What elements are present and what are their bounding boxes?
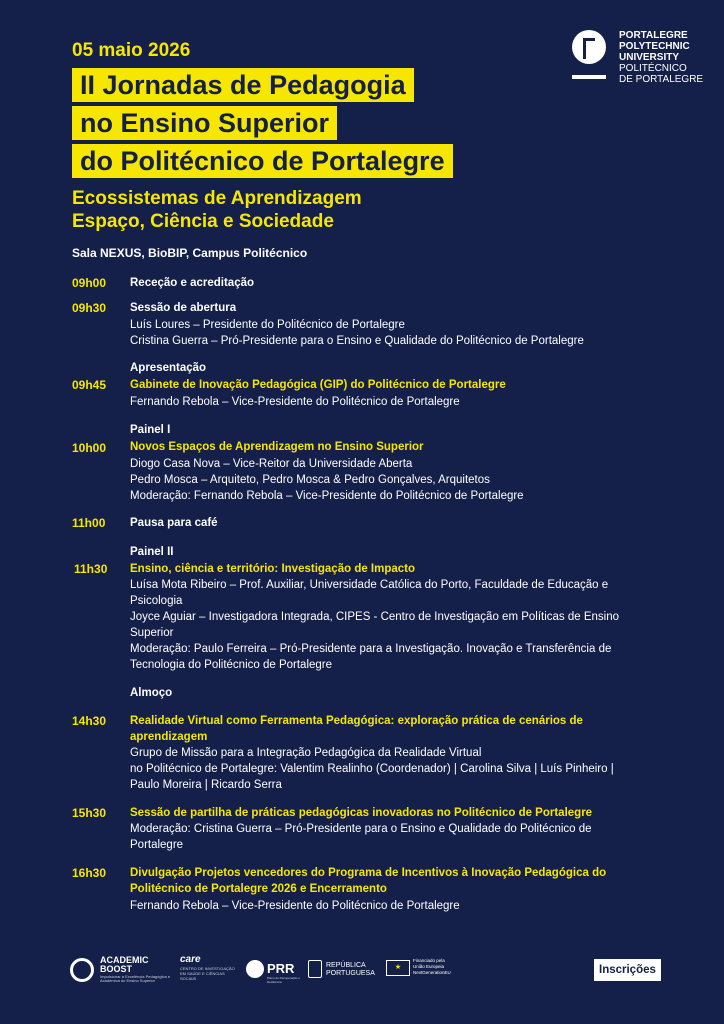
session-label: Apresentação — [130, 362, 207, 374]
speaker-line: Fernando Rebola – Vice-Presidente do Politécnico de Portalegre — [130, 396, 460, 408]
eu-line-3: NextGenerationEU — [413, 970, 451, 975]
session-title: Sessão de partilha de práticas pedagógicas inovadoras no Politécnico de Portalegre — [130, 807, 593, 819]
time-label: 09h30 — [72, 301, 107, 315]
time-label: 15h30 — [72, 806, 107, 820]
session-title-line-2: Politécnico de Portalegre 2026 e Encerramento — [130, 883, 387, 895]
eu-flag-icon: ★ — [386, 960, 410, 976]
republica-logo — [326, 962, 375, 978]
speaker-line: Luísa Mota Ribeiro – Prof. Auxiliar, Universidade Católica do Porto, Faculdade de Educação e — [130, 579, 609, 591]
republica-emblem-icon — [308, 960, 322, 978]
session-title-line-2: aprendizagem — [130, 731, 208, 743]
session-title: Ensino, ciência e território: Investigação de Impacto — [130, 563, 416, 575]
session-title: Receção e acreditação — [130, 277, 255, 289]
p-logo-icon — [572, 30, 606, 64]
prr-icon — [246, 960, 264, 978]
time-label: 09h45 — [72, 378, 107, 392]
speaker-line: Diogo Casa Nova – Vice-Reitor da Universidade Aberta — [130, 458, 413, 470]
logo-text — [619, 30, 719, 85]
speaker-line: Pedro Mosca – Arquiteto, Pedro Mosca & Pedro Gonçalves, Arquitetos — [130, 474, 490, 486]
event-date: 05 maio 2026 — [72, 40, 191, 61]
eu-funding-text — [413, 958, 473, 976]
academic-boost-line-2: BOOST — [100, 964, 133, 974]
event-venue: Sala NEXUS, BioBIP, Campus Politécnico — [72, 246, 308, 260]
speaker-line: Paulo Moreira | Ricardo Serra — [130, 779, 282, 791]
speaker-line: Psicologia — [130, 595, 183, 607]
time-label: 16h30 — [72, 866, 107, 880]
event-title-line-1: II Jornadas de Pedagogia — [72, 68, 414, 102]
academic-boost-icon — [70, 958, 94, 982]
session-label: Painel II — [130, 546, 174, 558]
logo-line-4: POLITÉCNICO — [619, 63, 687, 74]
prr-caption: Plano de Recuperação e Resiliência — [267, 976, 301, 984]
care-caption: CENTRO DE INVESTIGAÇÃO EM SAÚDE E CIÊNCIAS SOCIAIS — [180, 966, 235, 981]
session-title-line-1: Realidade Virtual como Ferramenta Pedagógica: exploração prática de cenários de — [130, 715, 583, 727]
speaker-line: Portalegre — [130, 839, 184, 851]
academic-boost-logo — [100, 956, 149, 974]
time-label: 14h30 — [72, 714, 107, 728]
logo-line-1: PORTALEGRE — [619, 30, 688, 41]
session-title-line-1: Divulgação Projetos vencedores do Programa de Incentivos à Inovação Pedagógica do — [130, 867, 607, 879]
time-label: 09h00 — [72, 276, 107, 290]
speaker-line: Moderação: Fernando Rebola – Vice-Presidente do Politécnico de Portalegre — [130, 490, 524, 502]
speaker-line: Fernando Rebola – Vice-Presidente do Politécnico de Portalegre — [130, 900, 460, 912]
event-title-line-3: do Politécnico de Portalegre — [72, 144, 453, 178]
session-label: Painel I — [130, 424, 171, 436]
speaker-line: Superior — [130, 627, 174, 639]
logo-line-3: UNIVERSITY — [619, 52, 680, 63]
time-label: 11h30 — [74, 562, 108, 576]
session-title: Gabinete de Inovação Pedagógica (GIP) do Politécnico de Portalegre — [130, 379, 506, 391]
event-subtitle-line-1: Ecossistemas de Aprendizagem — [72, 188, 362, 209]
eu-line-2: União Europeia — [413, 964, 445, 969]
speaker-line: Cristina Guerra – Pró-Presidente para o Ensino e Qualidade do Politécnico de Portalegre — [130, 335, 584, 347]
logo-underline — [572, 75, 606, 79]
register-button[interactable]: Inscrições — [594, 959, 661, 981]
event-title-line-2: no Ensino Superior — [72, 106, 337, 140]
speaker-line: Moderação: Paulo Ferreira – Pró-Presidente para a Investigação. Inovação e Transferência de — [130, 643, 612, 655]
care-logo: care — [180, 954, 201, 965]
time-label: 10h00 — [72, 441, 107, 455]
logo-line-5: DE PORTALEGRE — [619, 74, 704, 85]
footer-logos — [0, 950, 724, 990]
speaker-line: Luís Loures – Presidente do Politécnico de Portalegre — [130, 319, 405, 331]
session-title: Almoço — [130, 687, 173, 699]
speaker-line: no Politécnico de Portalegre: Valentim Realinho (Coordenador) | Carolina Silva | Luís Pinheiro | — [130, 763, 614, 775]
time-label: 11h00 — [72, 516, 106, 530]
speaker-line: Moderação: Cristina Guerra – Pró-Presidente para o Ensino e Qualidade do Politécnico de — [130, 823, 592, 835]
academic-boost-line-1: ACADEMIC — [100, 955, 149, 965]
speaker-line: Grupo de Missão para a Integração Pedagógica da Realidade Virtual — [130, 747, 482, 759]
session-title: Sessão de abertura — [130, 302, 237, 314]
event-subtitle-line-2: Espaço, Ciência e Sociedade — [72, 211, 334, 232]
academic-boost-caption: Impulsionar a Excelência Pedagógica e Académica do Ensino Superior — [100, 974, 171, 983]
logo-line-2: POLYTECHNIC — [619, 41, 690, 52]
session-title: Novos Espaços de Aprendizagem no Ensino Superior — [130, 441, 424, 453]
republica-line-1: REPÚBLICA — [326, 962, 366, 969]
speaker-line: Joyce Aguiar – Investigadora Integrada, CIPES - Centro de Investigação em Políticas de Ensino — [130, 611, 620, 623]
republica-line-2: PORTUGUESA — [326, 970, 375, 977]
session-title: Pausa para café — [130, 517, 218, 529]
speaker-line: Tecnologia do Politécnico de Portalegre — [130, 659, 333, 671]
eu-line-1: Financiado pela — [413, 958, 445, 963]
prr-logo: PRR — [267, 961, 295, 976]
